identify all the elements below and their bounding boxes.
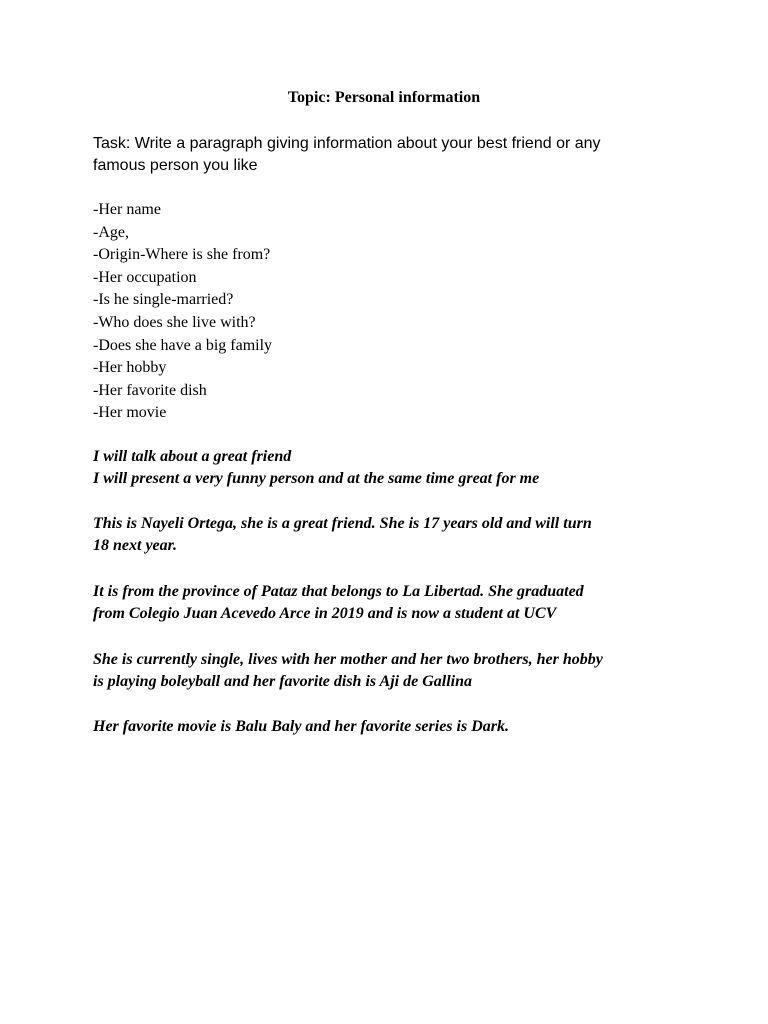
prompt-item: -Her name bbox=[93, 201, 161, 218]
answer-paragraph-age bbox=[93, 513, 693, 557]
prompt-item: -Is he single-married? bbox=[93, 291, 234, 309]
paragraph-line: She is currently single, lives with her mother and her two brothers, her hobby bbox=[93, 651, 603, 668]
prompt-item: -Her movie bbox=[93, 404, 167, 422]
task-line: famous person you like bbox=[93, 157, 258, 174]
paragraph-line: Her favorite movie is Balu Baly and her favorite series is Dark. bbox=[93, 718, 509, 735]
prompt-item: -Does she have a big family bbox=[93, 336, 273, 354]
paragraph-line: This is Nayeli Ortega, she is a great friend. She is 17 years old and will turn bbox=[93, 515, 592, 532]
page-title: Topic: Personal information bbox=[287, 89, 481, 106]
answer-paragraph-origin bbox=[93, 581, 693, 625]
prompt-item: -Her hobby bbox=[93, 359, 167, 377]
intro-paragraph bbox=[93, 446, 693, 490]
prompt-item: -Origin-Where is she from? bbox=[93, 246, 271, 264]
prompt-item: -Her favorite dish bbox=[93, 381, 207, 399]
task-instruction bbox=[93, 133, 673, 177]
prompt-item: -Who does she live with? bbox=[93, 313, 256, 331]
paragraph-line: It is from the province of Pataz that belongs to La Libertad. She graduated bbox=[93, 583, 584, 600]
paragraph-line: is playing boleyball and her favorite dish is Aji de Gallina bbox=[93, 673, 472, 690]
answer-paragraph-movie bbox=[93, 716, 693, 738]
task-line: Task: Write a paragraph giving information about your best friend or any bbox=[93, 135, 601, 152]
prompt-item: -Her occupation bbox=[93, 268, 197, 286]
paragraph-line: from Colegio Juan Acevedo Arce in 2019 and is now a student at UCV bbox=[93, 605, 557, 622]
prompt-item: -Age, bbox=[93, 223, 129, 241]
intro-line: I will present a very funny person and at the same time great for me bbox=[93, 470, 540, 487]
paragraph-line: 18 next year. bbox=[93, 537, 177, 554]
answer-paragraph-family bbox=[93, 649, 693, 693]
prompt-list bbox=[93, 199, 272, 425]
intro-line: I will talk about a great friend bbox=[93, 448, 292, 465]
